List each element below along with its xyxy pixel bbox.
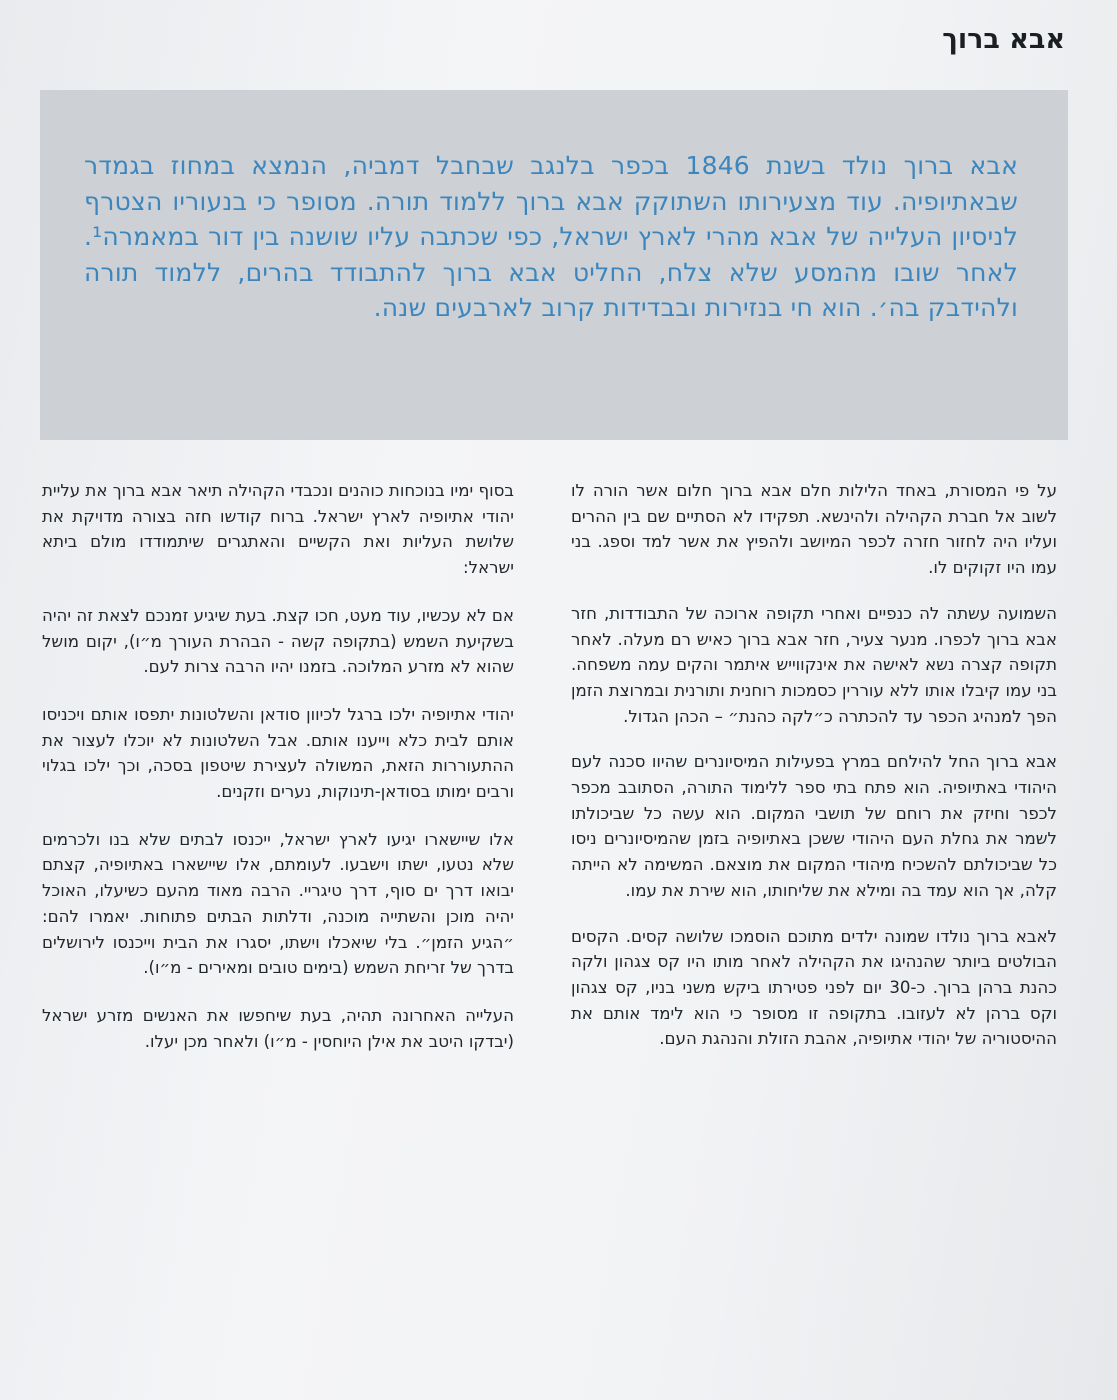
- left-paragraph-1: בסוף ימיו בנוכחות כוהנים ונכבדי הקהילה תיאר אבא ברוך את עליית יהודי אתיופיה לארץ ישראל. ברוח קודשו חזה בצורה מדויקת את שלושת העליות ואת הקשיים והאתגרים שיתמודדו מולם ביתא ישראל:: [42, 481, 514, 578]
- right-paragraph-1: על פי המסורת, באחד הלילות חלם אבא ברוך חלום אשר הורה לו לשוב אל חברת הקהילה ולהינשא. תפקידו לא הסתיים שם בין ההרים ועליו היה לחזור חזרה לכפר המיושב ולהפיץ את אשר למד וספג. בני עמו היו זקוקים לו.: [571, 481, 1057, 578]
- right-paragraph-4: לאבא ברוך נולדו שמונה ילדים מתוכם הוסמכו שלושה קסים. הקסים הבולטים ביותר שהנהיגו את הקהילה לאחר מותו היו קס צגהון ולקה כהנת ברהן ברוך. כ-30 יום לפני פטירתו ביקש משני בניו, קס צגהון וקס ברהן לא לעזובו. בתקופה זו מסופר כי הוא לימד אותם את ההיסטוריה של יהודי אתיופיה, אהבת הזולת והנהגת העם.: [571, 926, 1057, 1049]
- left-paragraph-3: יהודי אתיופיה ילכו ברגל לכיוון סודאן והשלטונות יתפסו אותם ויכניסו אותם לבית כלא וייענו אותם. אבל השלטונות לא יוכלו לעצור את ההתעוררות הזאת, המשולה לעצירת שיטפון בסכה, וכך ילכו בגלוי ורבים ימותו בסודאן-תינוקות, נערים וזקנים.: [42, 704, 514, 802]
- right-paragraph-3: אבא ברוך החל להילחם במרץ בפעילות המיסיונרים שהיוו סכנה לעם היהודי באתיופיה. הוא פתח בתי ספר ללימוד התורה, הסתובב מכפר לכפר וחיזק את רוחם של תושבי המקום. הוא עשה כל שביכולתו לשמר את גחלת העם היהודי ששכן באתיופיה בזמן שהמיסיונרים ניסו כל שביכולתם להשכיח מיהודי המקום את מוצאם. המשימה לא הייתה קלה, אך הוא עמד בה ומילא את שליחותו, הוא שירת את עמו.: [571, 752, 1057, 900]
- left-paragraph-2: אם לא עכשיו, עוד מעט, חכו קצת. בעת שיגיע זמנכם לצאת זה יהיה בשקיעת השמש (בתקופה קשה - הבהרת העורך מ״ו), יקום מושל שהוא לא מזרע המלוכה. בזמנו יהיו הרבה צרות לעם.: [42, 605, 514, 677]
- left-paragraph-5: העלייה האחרונה תהיה, בעת שיחפשו את האנשים מזרע ישראל (יבדקו היטב את אילן היוחסין - מ״ו) ולאחר מכן יעלו.: [42, 1005, 514, 1051]
- intro-paragraph: אבא ברוך נולד בשנת 1846 בכפר בלנגב שבחבל דמביה, הנמצא במחוז בגמדר שבאתיופיה. עוד מצעירותו השתוקק אבא ברוך ללמוד תורה. מסופר כי בנעוריו הצטרף לניסיון העלייה של אבא מהרי לארץ ישראל, כפי שכתבה עליו שושנה בין דור במאמרה¹. לאחר שובו מהמסע שלא צלח, החליט אבא ברוך להתבודד בהרים, ללמוד תורה ולהידבק בה׳. הוא חי בנזירות ובבדידות קרוב לארבעים שנה.: [84, 151, 1018, 323]
- right-paragraph-2: השמועה עשתה לה כנפיים ואחרי תקופה ארוכה של התבודדות, חזר אבא ברוך לכפרו. מנער צעיר, חזר אבא ברוך כאיש רם מעלה. לאחר תקופה קצרה נשא לאישה את אינקווייש איתמר והקים עמה משפחה. בני עמו קיבלו אותו ללא עוררין כסמכות רוחנית ותורנית ובמרוצת הזמן הפך למנהיג הכפר עד להכתרה כ״לקה כהנת״ – הכהן הגדול.: [571, 603, 1057, 726]
- intro-highlight-box: [40, 90, 1068, 440]
- left-column: [42, 478, 514, 1076]
- right-column: [571, 478, 1057, 1072]
- left-paragraph-4: אלו שיישארו יגיעו לארץ ישראל, ייכנסו לבתים שלא בנו ולכרמים שלא נטעו, ישתו וישבעו. לעומתם, אלו שיישארו באתיופיה, קצתם יבואו דרך ים סוף, דרך טיגריי. הרבה מאוד מהעם כשיעלו, האוכל יהיה מוכן והשתייה מוכנה, ודלתות הבתים פתוחות. יאמרו להם: ״הגיע הזמן״. בלי שיאכלו וישתו, יסגרו את הבית וייכנסו לירושלים בדרך של זריחת השמש (בימים טובים ומאירים - מ״ו).: [42, 829, 514, 978]
- page-title: אבא ברוך: [942, 24, 1065, 55]
